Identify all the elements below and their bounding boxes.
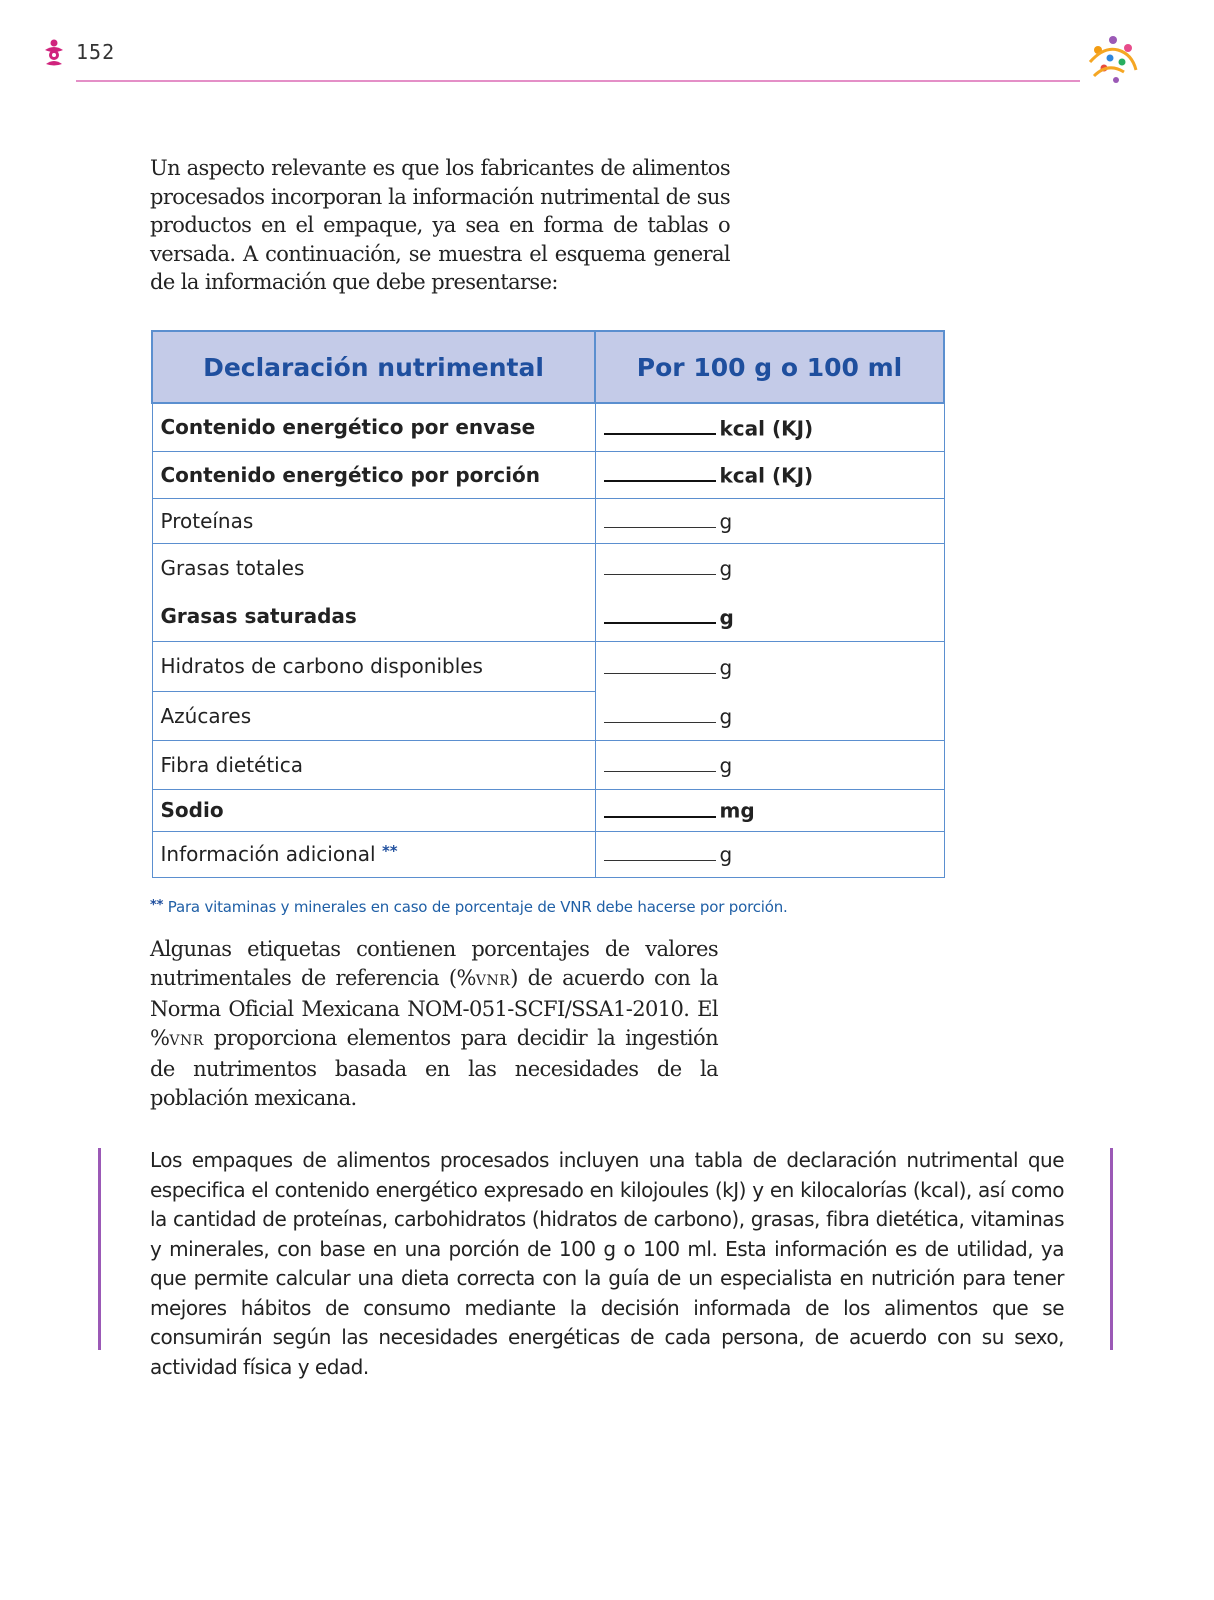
table-header-row bbox=[152, 331, 944, 403]
row-unit: kcal (KJ) bbox=[719, 463, 814, 488]
row-label-text: Información adicional bbox=[160, 842, 376, 866]
row-value bbox=[595, 498, 944, 543]
row-unit: g bbox=[719, 509, 733, 534]
vnr-abbrev: VNR bbox=[475, 972, 511, 989]
blank-line bbox=[604, 421, 716, 435]
table-row bbox=[152, 543, 944, 592]
dancing-figures-logo-icon bbox=[1084, 32, 1142, 88]
blank-line bbox=[604, 468, 716, 482]
table-row bbox=[152, 831, 944, 877]
row-unit: g bbox=[719, 842, 733, 867]
blank-line bbox=[604, 610, 716, 624]
intro-paragraph: Un aspecto relevante es que los fabricantes de alimentos procesados incorporan la información nutrimental de sus productos en el empaque, ya sea en forma de tablas o versada. A continuación, se muestra el esquema general de la información que debe presentarse: bbox=[150, 156, 730, 294]
asterisk-marker: ** bbox=[381, 842, 398, 860]
table-footnote bbox=[150, 898, 788, 916]
vnr-paragraph-part3: proporciona elementos para decidir la ingestión de nutrimentos basada en las necesidades de la población mexicana. bbox=[150, 1025, 718, 1110]
row-label bbox=[152, 831, 595, 877]
row-value bbox=[595, 451, 944, 498]
row-value bbox=[595, 543, 944, 592]
row-unit: mg bbox=[719, 798, 755, 823]
row-label: Proteínas bbox=[152, 498, 595, 543]
vnr-paragraph-part2: ) de acuerdo con la Norma Oficial Mexicana NOM-051-SCFI/SSA1-2010. El % bbox=[150, 965, 718, 1050]
box-left-rule bbox=[98, 1148, 101, 1350]
row-value bbox=[595, 789, 944, 831]
row-value bbox=[595, 691, 944, 740]
row-label: Grasas saturadas bbox=[152, 592, 595, 641]
header-declaracion: Declaración nutrimental bbox=[152, 331, 595, 403]
vnr-paragraph bbox=[150, 935, 718, 1112]
table-row bbox=[152, 691, 944, 740]
row-unit: g bbox=[719, 704, 733, 728]
row-unit: g bbox=[719, 655, 733, 679]
row-label: Contenido energético por envase bbox=[152, 403, 595, 451]
row-value bbox=[595, 592, 944, 641]
blank-line bbox=[604, 804, 716, 818]
row-label: Fibra dietética bbox=[152, 740, 595, 789]
blank-line bbox=[604, 848, 716, 861]
nutrition-table bbox=[151, 330, 945, 878]
vnr-paragraph-part1: Algunas etiquetas contienen porcentajes de valores nutrimentales de referencia (% bbox=[150, 937, 718, 990]
table-row bbox=[152, 451, 944, 498]
row-value bbox=[595, 831, 944, 877]
header-por-100: Por 100 g o 100 ml bbox=[595, 331, 944, 403]
row-unit: g bbox=[719, 753, 733, 778]
blank-line bbox=[604, 515, 716, 528]
row-unit: g bbox=[719, 556, 733, 581]
table-row bbox=[152, 403, 944, 451]
footnote-text: Para vitaminas y minerales en caso de porcentaje de VNR debe hacerse por porción. bbox=[167, 898, 788, 916]
blank-line bbox=[604, 759, 716, 772]
table-row bbox=[152, 498, 944, 543]
table-row bbox=[152, 641, 944, 691]
summary-paragraph: Los empaques de alimentos procesados incluyen una tabla de declaración nutrimental que especifica el contenido energético expresado en kilojoules (kJ) y en kilocalorías (kcal), así como la cantidad de proteínas, carbohidratos (hidratos de carbono), grasas, fibra dietética, vitaminas y minerales, con base en una porción de 100 g o 100 ml. Esta información es de utilidad, ya que permite calcular una dieta correcta con la guía de un especialista en nutrición para tener mejores hábitos de consumo mediante la decisión informada de los alimentos que se consumirán según las necesidades energéticas de cada persona, de acuerdo con su sexo, actividad física y edad. bbox=[150, 1148, 1064, 1379]
page-number: 152 bbox=[76, 40, 116, 64]
header-rule bbox=[76, 80, 1080, 82]
box-right-rule bbox=[1110, 1148, 1113, 1350]
table-row bbox=[152, 740, 944, 789]
row-label: Hidratos de carbono disponibles bbox=[152, 641, 595, 691]
table-row bbox=[152, 789, 944, 831]
blank-line bbox=[604, 661, 716, 674]
flower-ornament-icon bbox=[42, 38, 66, 68]
vnr-abbrev: VNR bbox=[169, 1032, 204, 1049]
row-label: Grasas totales bbox=[152, 543, 595, 592]
row-unit: g bbox=[719, 605, 734, 629]
footnote-marker: ** bbox=[150, 898, 164, 913]
row-value bbox=[595, 403, 944, 451]
row-label: Sodio bbox=[152, 789, 595, 831]
row-unit: kcal (KJ) bbox=[719, 416, 814, 440]
blank-line bbox=[604, 562, 716, 575]
row-value bbox=[595, 740, 944, 789]
blank-line bbox=[604, 710, 716, 723]
row-value bbox=[595, 641, 944, 691]
row-label: Contenido energético por porción bbox=[152, 451, 595, 498]
table-row bbox=[152, 592, 944, 641]
row-label: Azúcares bbox=[152, 691, 595, 740]
